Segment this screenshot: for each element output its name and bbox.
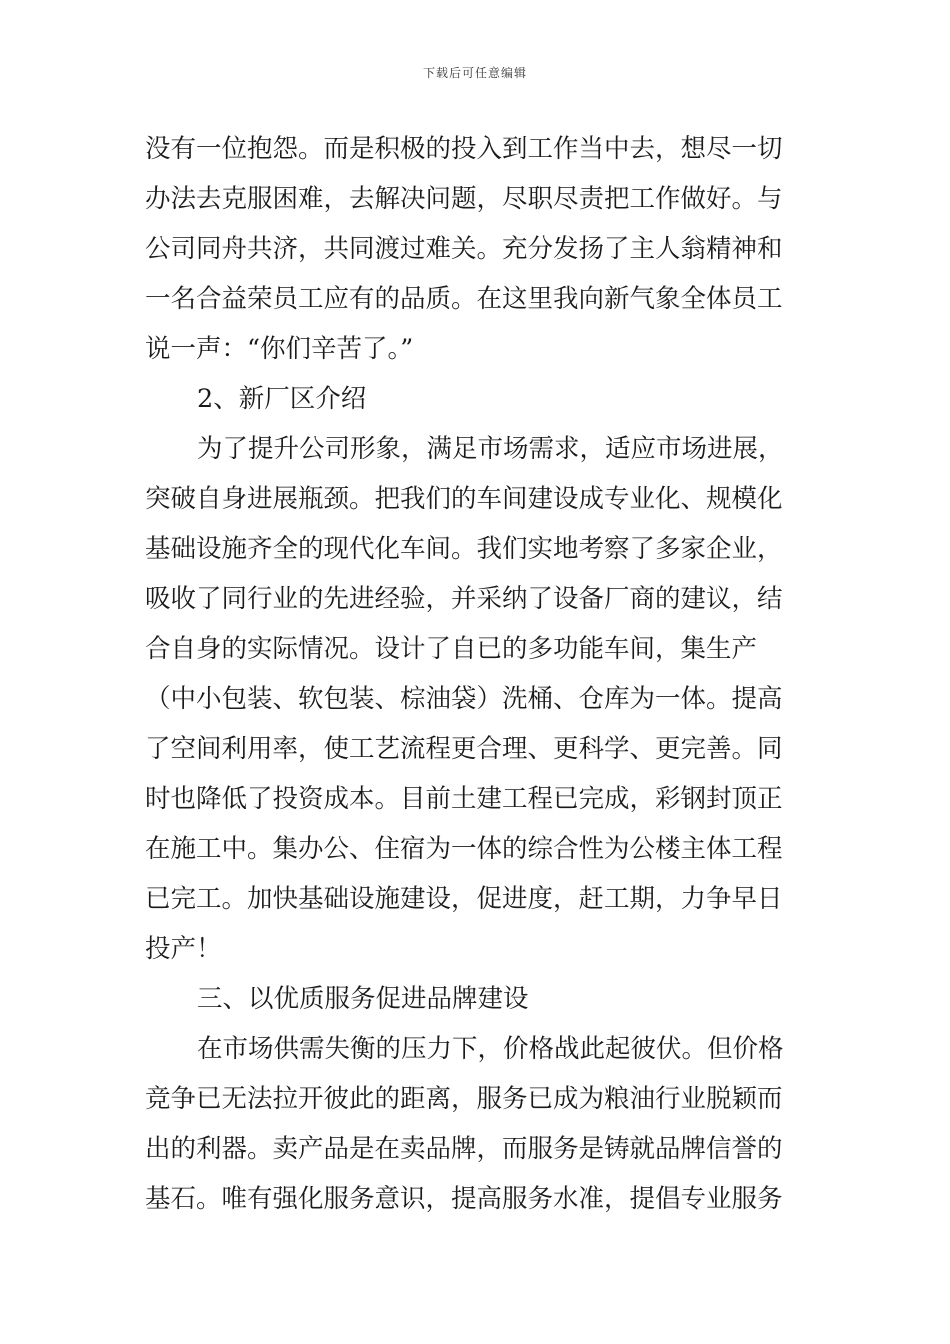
document-body bbox=[145, 124, 809, 1224]
text-line: 竞争已无法拉开彼此的距离，服务已成为粮油行业脱颖而 bbox=[145, 1084, 783, 1114]
text-line: 说一声：“你们辛苦了。” bbox=[145, 334, 414, 364]
text-line: 了空间利用率，使工艺流程更合理、更科学、更完善。同 bbox=[145, 734, 783, 764]
text-line: 已完工。加快基础设施建设，促进度，赶工期，力争早日 bbox=[145, 884, 783, 914]
section-heading: 三、以优质服务促进品牌建设 bbox=[197, 984, 529, 1014]
text-line: 一名合益荣员工应有的品质。在这里我向新气象全体员工 bbox=[145, 284, 783, 314]
text-line: 时也降低了投资成本。目前土建工程已完成，彩钢封顶正 bbox=[145, 784, 783, 814]
text-line: 在施工中。集办公、住宿为一体的综合性为公楼主体工程 bbox=[145, 834, 783, 864]
text-line: 基石。唯有强化服务意识，提高服务水准，提倡专业服务 bbox=[145, 1184, 783, 1214]
text-line: 合自身的实际情况。设计了自已的多功能车间，集生产 bbox=[145, 634, 758, 664]
text-line: 突破自身进展瓶颈。把我们的车间建设成专业化、规模化 bbox=[145, 484, 783, 514]
text-line: 基础设施齐全的现代化车间。我们实地考察了多家企业， bbox=[145, 534, 783, 564]
page-header: 下载后可任意编辑 bbox=[422, 66, 527, 80]
text-line: 办法去克服困难，去解决问题，尽职尽责把工作做好。与 bbox=[145, 184, 783, 214]
section-heading: 2、新厂区介绍 bbox=[197, 384, 367, 414]
text-line: 投产！ bbox=[145, 934, 222, 964]
text-line: 为了提升公司形象，满足市场需求，适应市场进展， bbox=[197, 434, 784, 464]
text-line: 在市场供需失衡的压力下，价格战此起彼伏。但价格 bbox=[197, 1034, 784, 1064]
text-line: 出的利器。卖产品是在卖品牌，而服务是铸就品牌信誉的 bbox=[145, 1134, 783, 1164]
text-line: 吸收了同行业的先进经验，并采纳了设备厂商的建议，结 bbox=[145, 584, 783, 614]
text-line: （中小包装、软包装、棕油袋）洗桶、仓库为一体。提高 bbox=[145, 684, 783, 714]
text-line: 公司同舟共济，共同渡过难关。充分发扬了主人翁精神和 bbox=[145, 234, 783, 264]
text-line: 没有一位抱怨。而是积极的投入到工作当中去，想尽一切 bbox=[145, 134, 783, 164]
